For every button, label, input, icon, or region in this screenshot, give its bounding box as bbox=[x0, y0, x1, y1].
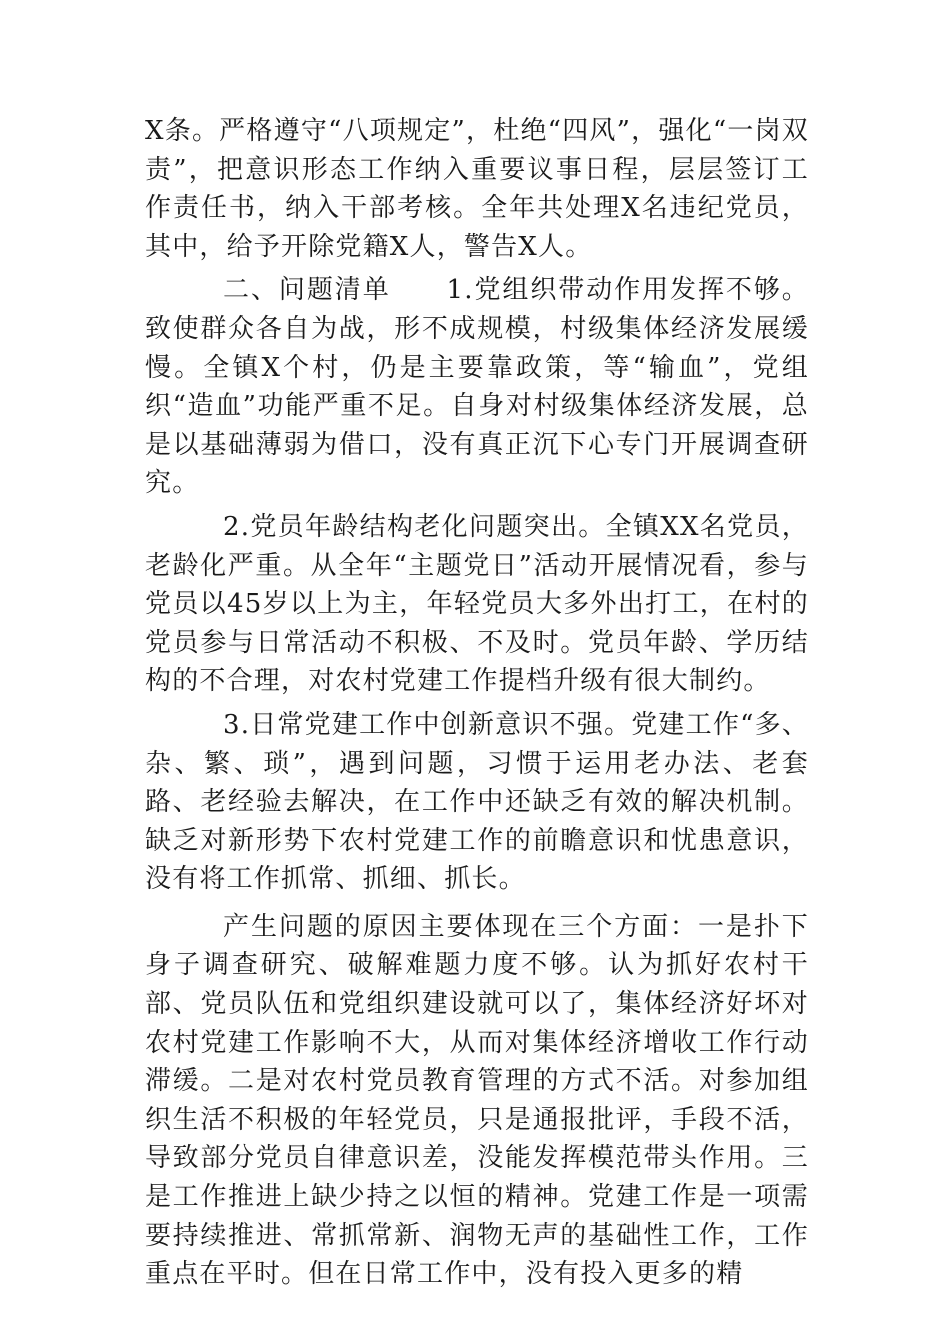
document-body bbox=[145, 112, 809, 1294]
paragraph-discipline: X条。严格遵守“八项规定”，杜绝“四风”，强化“一岗双责”，把意识形态工作纳入重要议事日程，层层签订工作责任书，纳入干部考核。全年共处理X名违纪党员，其中，给予开除党籍X人，警告X人。 bbox=[145, 116, 809, 262]
paragraph-problem-3: 3.日常党建工作中创新意识不强。党建工作“多、杂、繁、琐”，遇到问题，习惯于运用老办法、老套路、老经验去解决，在工作中还缺乏有效的解决机制。缺乏对新形势下农村党建工作的前瞻意识和忧患意识，没有将工作抓常、抓细、抓长。 bbox=[145, 709, 809, 895]
paragraph-problem-2: 2.党员年龄结构老化问题突出。全镇XX名党员，老龄化严重。从全年“主题党日”活动开展情况看，参与党员以45岁以上为主，年轻党员大多外出打工，在村的党员参与日常活动不积极、不及时。党员年龄、学历结构的不合理，对农村党建工作提档升级有很大制约。 bbox=[145, 511, 809, 697]
paragraph-causes: 产生问题的原因主要体现在三个方面：一是扑下身子调查研究、破解难题力度不够。认为抓好农村干部、党员队伍和党组织建设就可以了，集体经济好坏对农村党建工作影响不大，从而对集体经济增收工作行动滞缓。二是对农村党员教育管理的方式不活。对参加组织生活不积极的年轻党员，只是通报批评，手段不活，导致部分党员自律意识差，没能发挥模范带头作用。三是工作推进上缺少持之以恒的精神。党建工作是一项需要持续推进、常抓常新、润物无声的基础性工作，工作重点在平时。但在日常工作中，没有投入更多的精 bbox=[145, 911, 809, 1290]
paragraph-problem-list-1: 二、问题清单 1.党组织带动作用发挥不够。致使群众各自为战，形不成规模，村级集体经济发展缓慢。全镇X个村，仍是主要靠政策，等“输血”，党组织“造血”功能严重不足。自身对村级集体经济发展，总是以基础薄弱为借口，没有真正沉下心专门开展调查研究。 bbox=[145, 275, 809, 499]
